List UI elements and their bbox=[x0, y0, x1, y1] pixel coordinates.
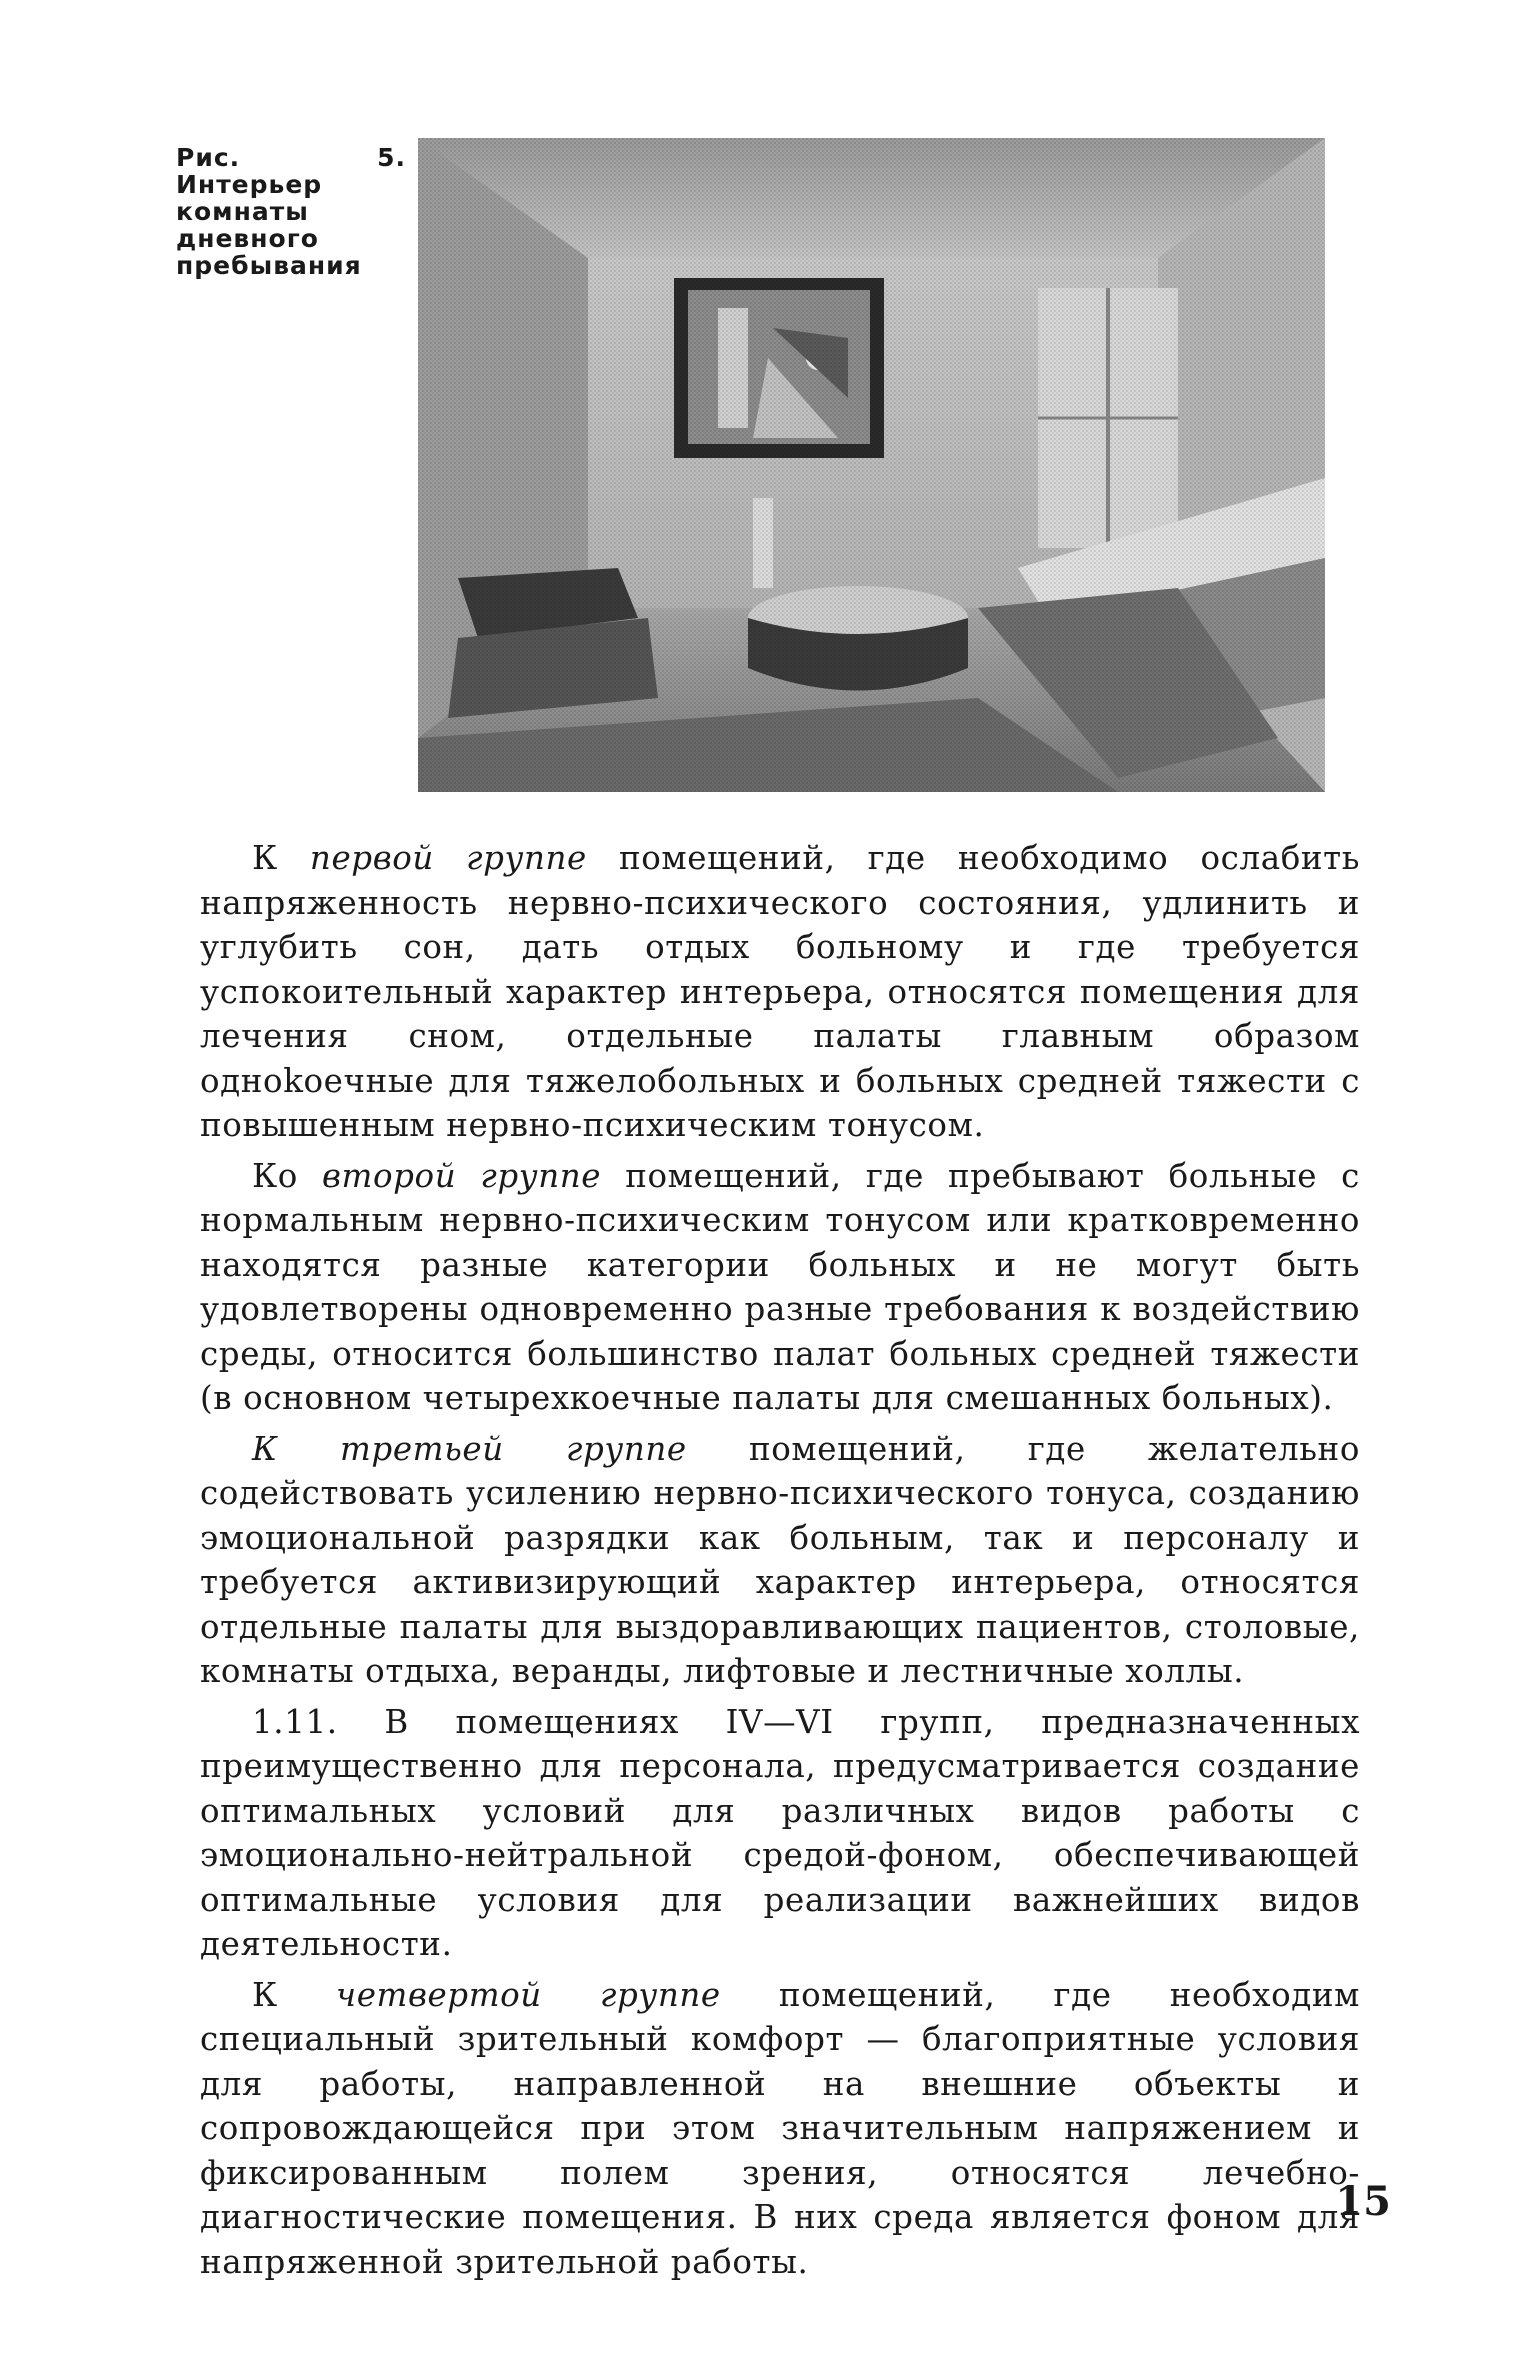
group-term: четвертой группе bbox=[335, 1975, 721, 2014]
group-term: К третьей группе bbox=[252, 1429, 687, 1468]
figure-caption: Рис. 5. Интерьер комнаты дневного пребывания bbox=[176, 143, 406, 280]
page-number: 15 bbox=[1335, 2178, 1391, 2225]
group-term: второй группе bbox=[322, 1156, 602, 1195]
group-term: первой группе bbox=[309, 839, 587, 877]
room-interior-photo bbox=[418, 138, 1325, 792]
paragraph-group-1: К первой группе помещений, где необходимо ослабить напряженность нервно-психического состояния, удлинить и углубить сон, дать отдых больному и где требуется успокоительный характер интерьера, относятся помещения для лечения сном, отдельные палаты главным образом одноkоечные для тяжелобольных и больных средней тяжести с повышенным нервно-психическим тонусом. bbox=[200, 839, 1360, 1144]
paragraph-group-2: Ко второй группе помещений, где пребывают больные с нормальным нервно-психическим тонусом или кратковременно находятся разные категории больных и не могут быть удовлетворены одновременно разные требования к воздействию среды, относится большинство палат больных средней тяжести (в основном четырехкоечные палаты для смешанных больных). bbox=[200, 1156, 1360, 1417]
body-text bbox=[200, 836, 1360, 2284]
paragraph-section-1-11: 1.11. В помещениях IV—VI групп, предназначенных преимущественно для персонала, предусматривается создание оптимальных условий для различных видов работы с эмоционально-нейтральной средой-фоном, обеспечивающей оптимальные условия для реализации важнейших видов деятельности. bbox=[200, 1702, 1360, 1963]
paragraph-group-3: К третьей группе помещений, где желательно содействовать усилению нервно-психического тонуса, созданию эмоциональной разрядки как больным, так и персоналу и требуется активизирующий характер интерьера, относятся отдельные палаты для выздоравливающих пациентов, столовые, комнаты отдыха, веранды, лифтовые и лестничные холлы. bbox=[200, 1429, 1360, 1690]
paragraph-group-4: К четвертой группе помещений, где необходим специальный зрительный комфорт — благоприятные условия для работы, направленной на внешние объекты и сопровождающейся при этом значительным напряжением и фиксированным полем зрения, относятся лечебно-диагностические помещения. В них среда является фоном для напряженной зрительной работы. bbox=[200, 1975, 1360, 2281]
